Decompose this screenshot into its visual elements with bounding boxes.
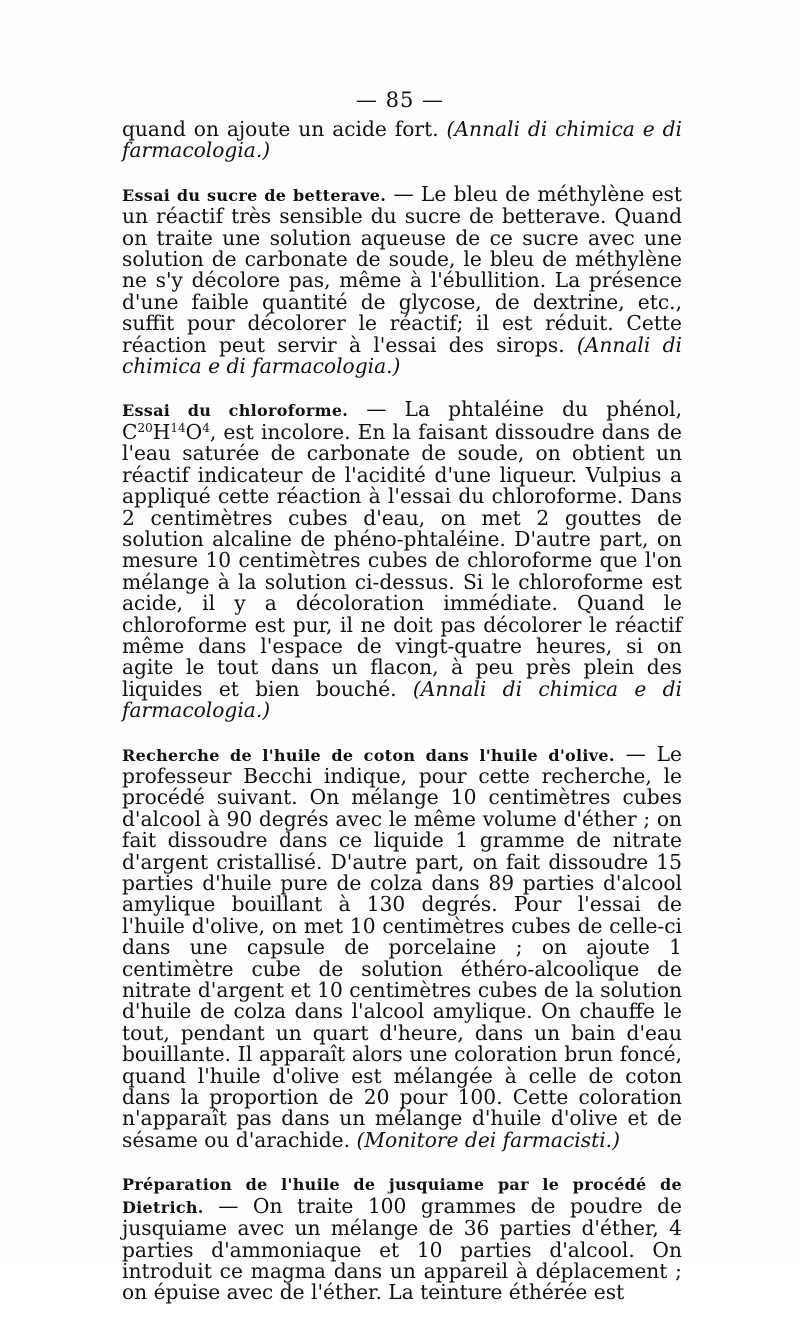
section-huile-coton [122,741,683,1152]
section-sucre-betterave [122,181,682,379]
section-huile-jusquiame [122,1173,682,1303]
section-citation: (Monitore dei farmacisti.) [356,1127,620,1152]
intro-paragraph [122,119,682,162]
section-citation: (Annali di chimica e di farmacologia.) [122,676,682,723]
text-column [122,119,682,1326]
chemical-formula: $C^{20}H^{14}O^4$ [122,419,210,444]
section-citation: (Annali di chimica e di farmacologia.) [122,332,682,379]
intro-citation: (Annali di chimica e di farmacologia.) [122,117,682,163]
page-number: — 85 — [355,88,445,112]
section-body: — Le bleu de méthylène est un réactif très sensible du sucre de betterave. Quand on traite une solution aqueuse de ce sucre avec une solution de carbonate de soude, le bleu de méthylène ne s'y décolore pas, même à l'ébullition. La présence d'une faible quantité de glycose, de dextrine, etc., suffit pour décolorer le réactif; il est réduit. Cette réaction peut servir à l'essai des sirops. [122,181,682,357]
section-heading: Essai du sucre de betterave. [122,185,387,205]
section-heading: Recherche de l'huile de coton dans l'huile d'olive. [122,745,615,765]
section-body-intro: — La phtaléine du phénol, [348,397,682,422]
section-chloroforme [122,399,682,721]
section-heading: Préparation de l'huile de jusquiame par le procédé de Dietrich. [122,1175,682,1217]
section-body: — Le professeur Becchi indique, pour cette recherche, le procédé suivant. On mélange 10 centimètres cubes d'alcool à 90 degrés avec le même volume d'éther ; on fait dissoudre dans ce liquide 1 gramme de nitrate d'argent cristallisé. D'autre part, on fait dissoudre 15 parties d'huile pure de colza dans 89 parties d'alcool amylique bouillant à 130 degrés. Pour l'essai de l'huile d'olive, on met 10 centimètres cubes de celle-ci dans une capsule de porcelaine ; on ajoute 1 centimètre cube de solution éthéro-alcoolique de nitrate d'argent et 10 centimètres cubes de la solution d'huile de colza dans l'alcool amylique. On chauffe le tout, pendant un quart d'heure, dans un bain d'eau bouillante. Il apparaît alors une coloration brun foncé, quand l'huile d'olive est mélangée à celle de coton dans la proportion de 20 pour 100. Cette coloration n'apparaît pas dans un mélange d'huile d'olive et de sésame ou d'arachide. [122,741,683,1152]
section-body: — On traite 100 grammes de poudre de jusquiame avec un mélange de 36 parties d'éther, 4 parties d'ammoniaque et 10 parties d'alcool. On introduit ce magma dans un appareil à déplacement ; on épuise avec de l'éther. La teinture éthérée est [122,1193,682,1305]
section-heading: Essai du chloroforme. [122,401,349,421]
intro-text: quand on ajoute un acide fort. [122,117,447,141]
section-body: , est incolore. En la faisant dissoudre dans de l'eau saturée de carbonate de soude, on obtient un réactif indicateur de l'acidité d'une liqueur. Vulpius a appliqué cette réaction à l'essai du chloroforme. Dans 2 centimètres cubes d'eau, on met 2 gouttes de solution alcaline de phéno-phtaléine. D'autre part, on mesure 10 centimètres cubes de chloroforme que l'on mélange à la solution ci-dessus. Si le chloroforme est acide, il y a décoloration immédiate. Quand le chloroforme est pur, il ne doit pas décolorer le réactif même dans l'espace de vingt-quatre heures, si on agite le tout dans un flacon, à peu près plein des liquides et bien bouché. [122,419,682,701]
